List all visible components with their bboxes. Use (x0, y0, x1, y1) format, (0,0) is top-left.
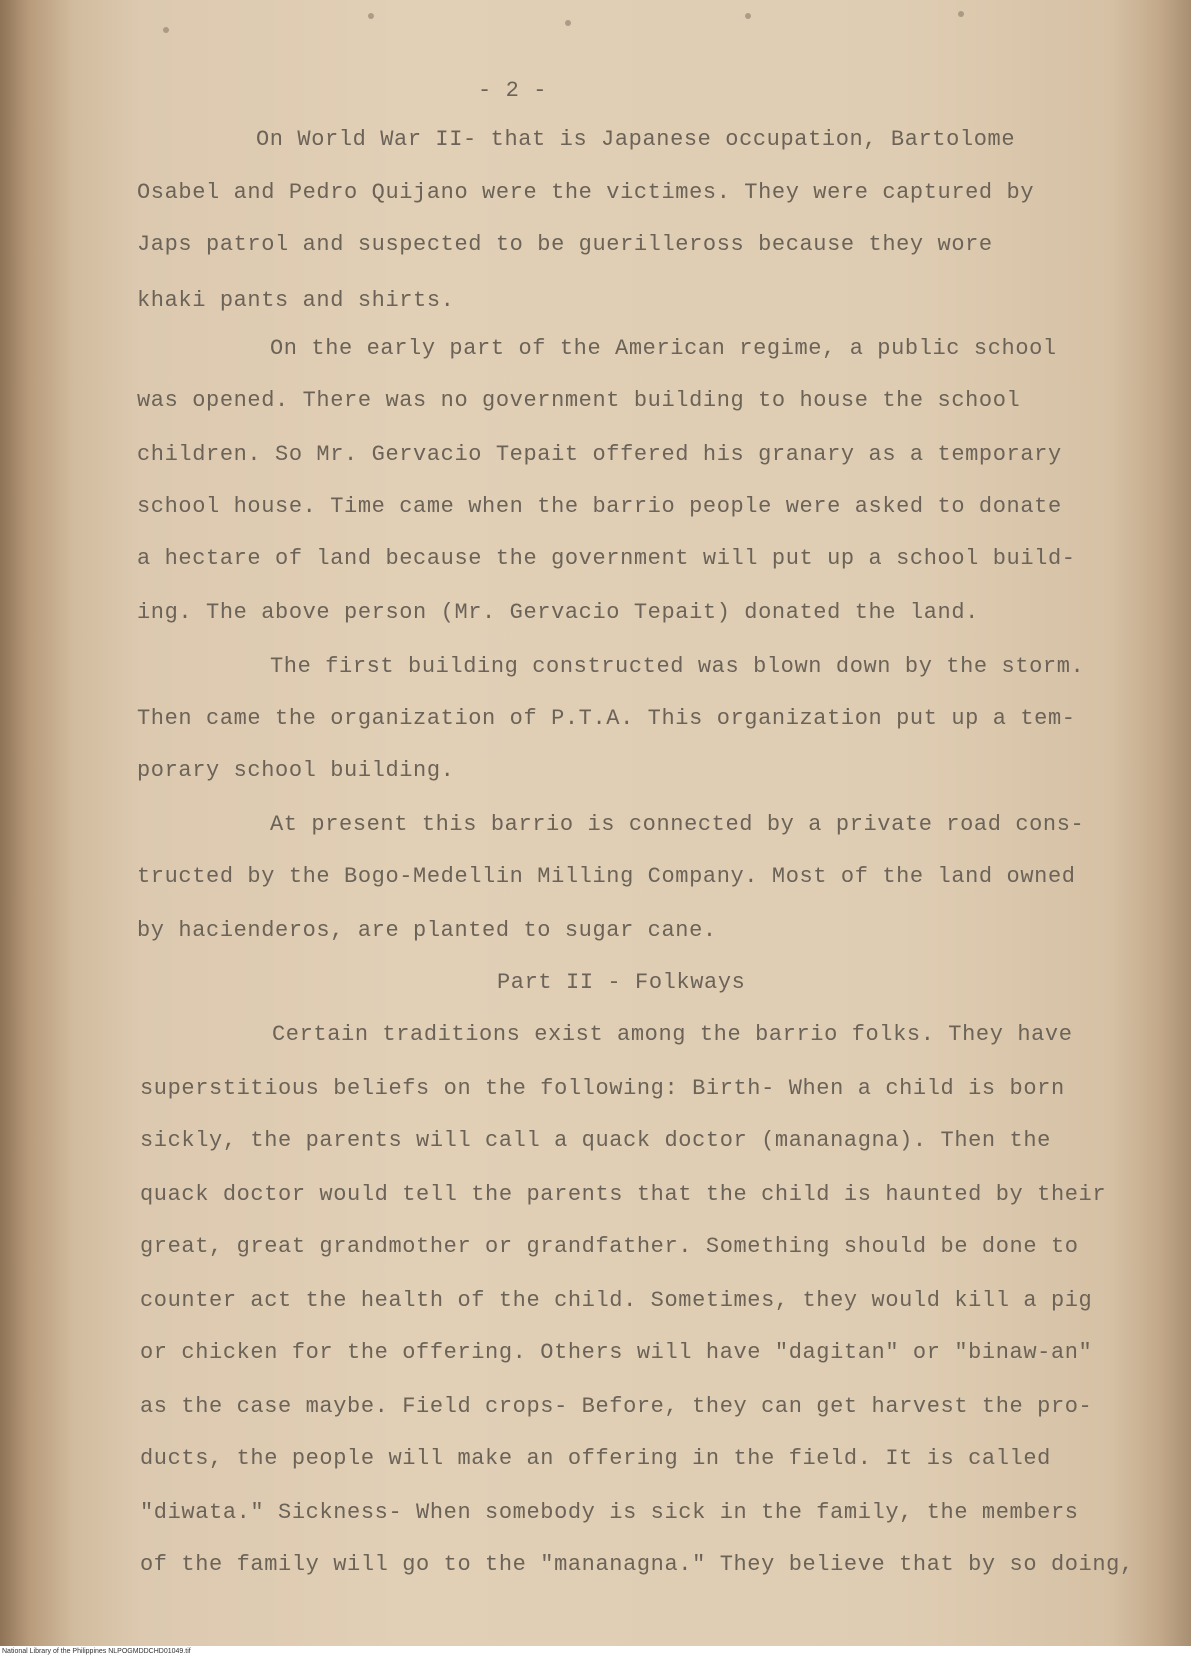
text-line: ducts, the people will make an offering in the field. It is called (140, 1446, 1051, 1471)
section-heading: Part II - Folkways (497, 970, 746, 995)
punch-mark (565, 20, 571, 26)
text-line: Osabel and Pedro Quijano were the victimes. They were captured by (137, 180, 1035, 205)
text-line: superstitious beliefs on the following: Birth- When a child is born (140, 1076, 1065, 1101)
text-line: At present this barrio is connected by a private road cons- (270, 812, 1085, 837)
text-line: as the case maybe. Field crops- Before, they can get harvest the pro- (140, 1394, 1093, 1419)
text-line: great, great grandmother or grandfather. Something should be done to (140, 1234, 1079, 1259)
text-line: tructed by the Bogo-Medellin Milling Company. Most of the land owned (137, 864, 1076, 889)
text-line: porary school building. (137, 758, 455, 783)
scan-footer: National Library of the Philippines NLPOGMDDCHD01049.tif (0, 1646, 1191, 1658)
text-line: children. So Mr. Gervacio Tepait offered his granary as a temporary (137, 442, 1062, 467)
punch-mark (368, 13, 374, 19)
text-line: On World War II- that is Japanese occupation, Bartolome (256, 127, 1016, 152)
text-line: khaki pants and shirts. (137, 288, 455, 313)
text-line: Then came the organization of P.T.A. This organization put up a tem- (137, 706, 1076, 731)
text-line: or chicken for the offering. Others will have "dagitan" or "binaw-an" (140, 1340, 1093, 1365)
punch-mark (163, 27, 169, 33)
text-line: counter act the health of the child. Sometimes, they would kill a pig (140, 1288, 1093, 1313)
text-line: a hectare of land because the government will put up a school build- (137, 546, 1076, 571)
text-line: "diwata." Sickness- When somebody is sick in the family, the members (140, 1500, 1079, 1525)
text-line: was opened. There was no government building to house the school (137, 388, 1021, 413)
text-line: quack doctor would tell the parents that the child is haunted by their (140, 1182, 1107, 1207)
text-line: of the family will go to the "mananagna." They believe that by so doing, (140, 1552, 1134, 1577)
page-number: - 2 - (478, 78, 548, 103)
punch-mark (745, 13, 751, 19)
text-line: sickly, the parents will call a quack doctor (mananagna). Then the (140, 1128, 1051, 1153)
text-line: Japs patrol and suspected to be guerilleross because they wore (137, 232, 993, 257)
text-line: by hacienderos, are planted to sugar cane. (137, 918, 717, 943)
text-line: On the early part of the American regime, a public school (270, 336, 1057, 361)
punch-mark (958, 11, 964, 17)
text-line: ing. The above person (Mr. Gervacio Tepait) donated the land. (137, 600, 979, 625)
text-line: The first building constructed was blown down by the storm. (270, 654, 1085, 679)
text-line: Certain traditions exist among the barrio folks. They have (272, 1022, 1073, 1047)
text-line: school house. Time came when the barrio people were asked to donate (137, 494, 1062, 519)
